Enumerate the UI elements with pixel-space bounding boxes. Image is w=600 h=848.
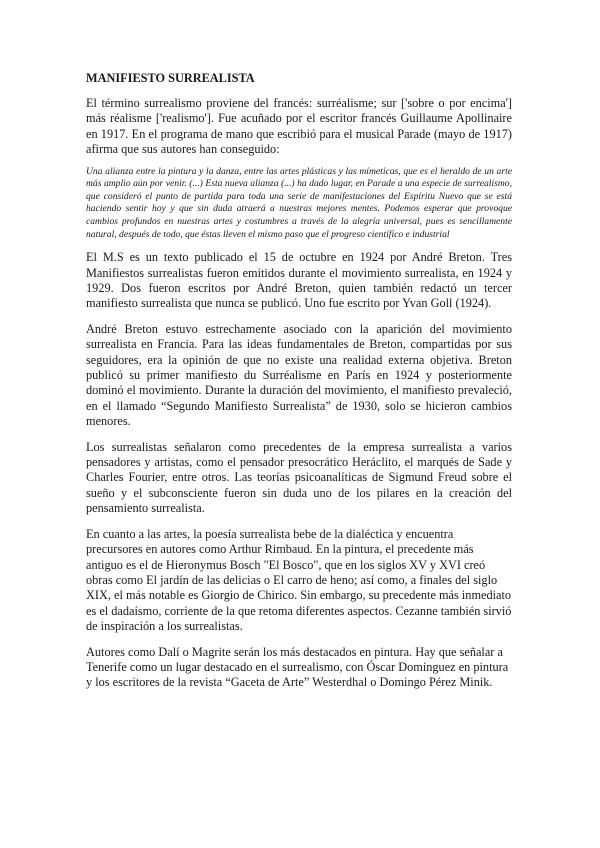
apollinaire-quote: Una alianza entre la pintura y la danza, entre las artes plásticas y las mímeticas, que es el heraldo de un arte más amplio aún por venir. (...) Esta nueva alianza (...) ha dado lugar, en Parade a una especie de surrealismo, que consideró el punto de partida para toda una serie de manifestaciones del Espíritu Nuevo que se está haciendo sentir hoy y que sin duda atraerá a nuestras mejores mentes. Podemos esperar que provoque cambios profundos en nuestras artes y costumbres a través de la alegría universal, pues es sencillamente natural, después de todo, que éstas lleven el mismo paso que el progreso científico e industrial — [86, 165, 512, 240]
paragraph-precedents: Los surrealistas señalaron como precedentes de la empresa surrealista a varios pensadores y artistas, como el pensador presocrático Heráclito, el marqués de Sade y Charles Fourier, entre otros. Las teorías psicoanalíticas de Sigmund Freud sobre el sueño y el subconsciente fueron sin duda uno de los pilares en la creación del pensamiento surrealista. — [86, 439, 512, 516]
document-title: MANIFIESTO SURREALISTA — [86, 71, 255, 85]
paragraph-manifestos: El M.S es un texto publicado el 15 de octubre en 1924 por André Breton. Tres Manifiestos surrealistas fueron emitidos durante el movimiento surrealista, en 1924 y 1929. Dos fueron escritos por André Breton, quien también redactó un tercer manifiesto surrealista que nunca se publicó. Uno fue escrito por Yvan Goll (1924). — [86, 250, 512, 311]
document-body — [86, 70, 512, 701]
paragraph-origin: El término surrealismo proviene del francés: surréalisme; sur ['sobre o por encima'] más réalisme ['realismo']. Fue acuñado por el escritor francés Guillaume Apollinaire en 1917. En el programa de mano que escribió para el musical Parade (mayo de 1917) afirma que sus autores han conseguido: — [86, 96, 512, 157]
paragraph-arts: En cuanto a las artes, la poesía surrealista bebe de la dialéctica y encuentra precursores en autores como Arthur Rimbaud. En la pintura, el precedente más antiguo es el de Hieronymus Bosch "El Bosco", que en los siglos XV y XVI creó obras como El jardín de las delicias o El carro de heno; así como, a finales del siglo XIX, el más notable es Giorgio de Chirico. Sin embargo, su precedente más inmediato es el dadaísmo, corriente de la que retoma diferentes aspectos. Cezanne también sirvió de inspiración a los surrealistas. — [86, 526, 512, 634]
paragraph-authors: Autores como Dalí o Magrite serán los más destacados en pintura. Hay que señalar a Tenerife como un lugar destacado en el surrealismo, con Óscar Domínguez en pintura y los escritores de la revista “Gaceta de Arte” Westerdhal o Domingo Pérez Minik. — [86, 644, 509, 690]
paragraph-breton: André Breton estuvo estrechamente asociado con la aparición del movimiento surrealista en Francia. Para las ideas fundamentales de Breton, compartidas por sus seguidores, era la opinión de que no existe una realidad externa objetiva. Breton publicó su primer manifiesto du Surréalisme en París en 1924 y posteriormente dominó el movimiento. Durante la duración del movimiento, el manifiesto prevaleció, en el llamado “Segundo Manifiesto Surrealista” de 1930, solo se hicieron cambios menores. — [86, 321, 512, 429]
